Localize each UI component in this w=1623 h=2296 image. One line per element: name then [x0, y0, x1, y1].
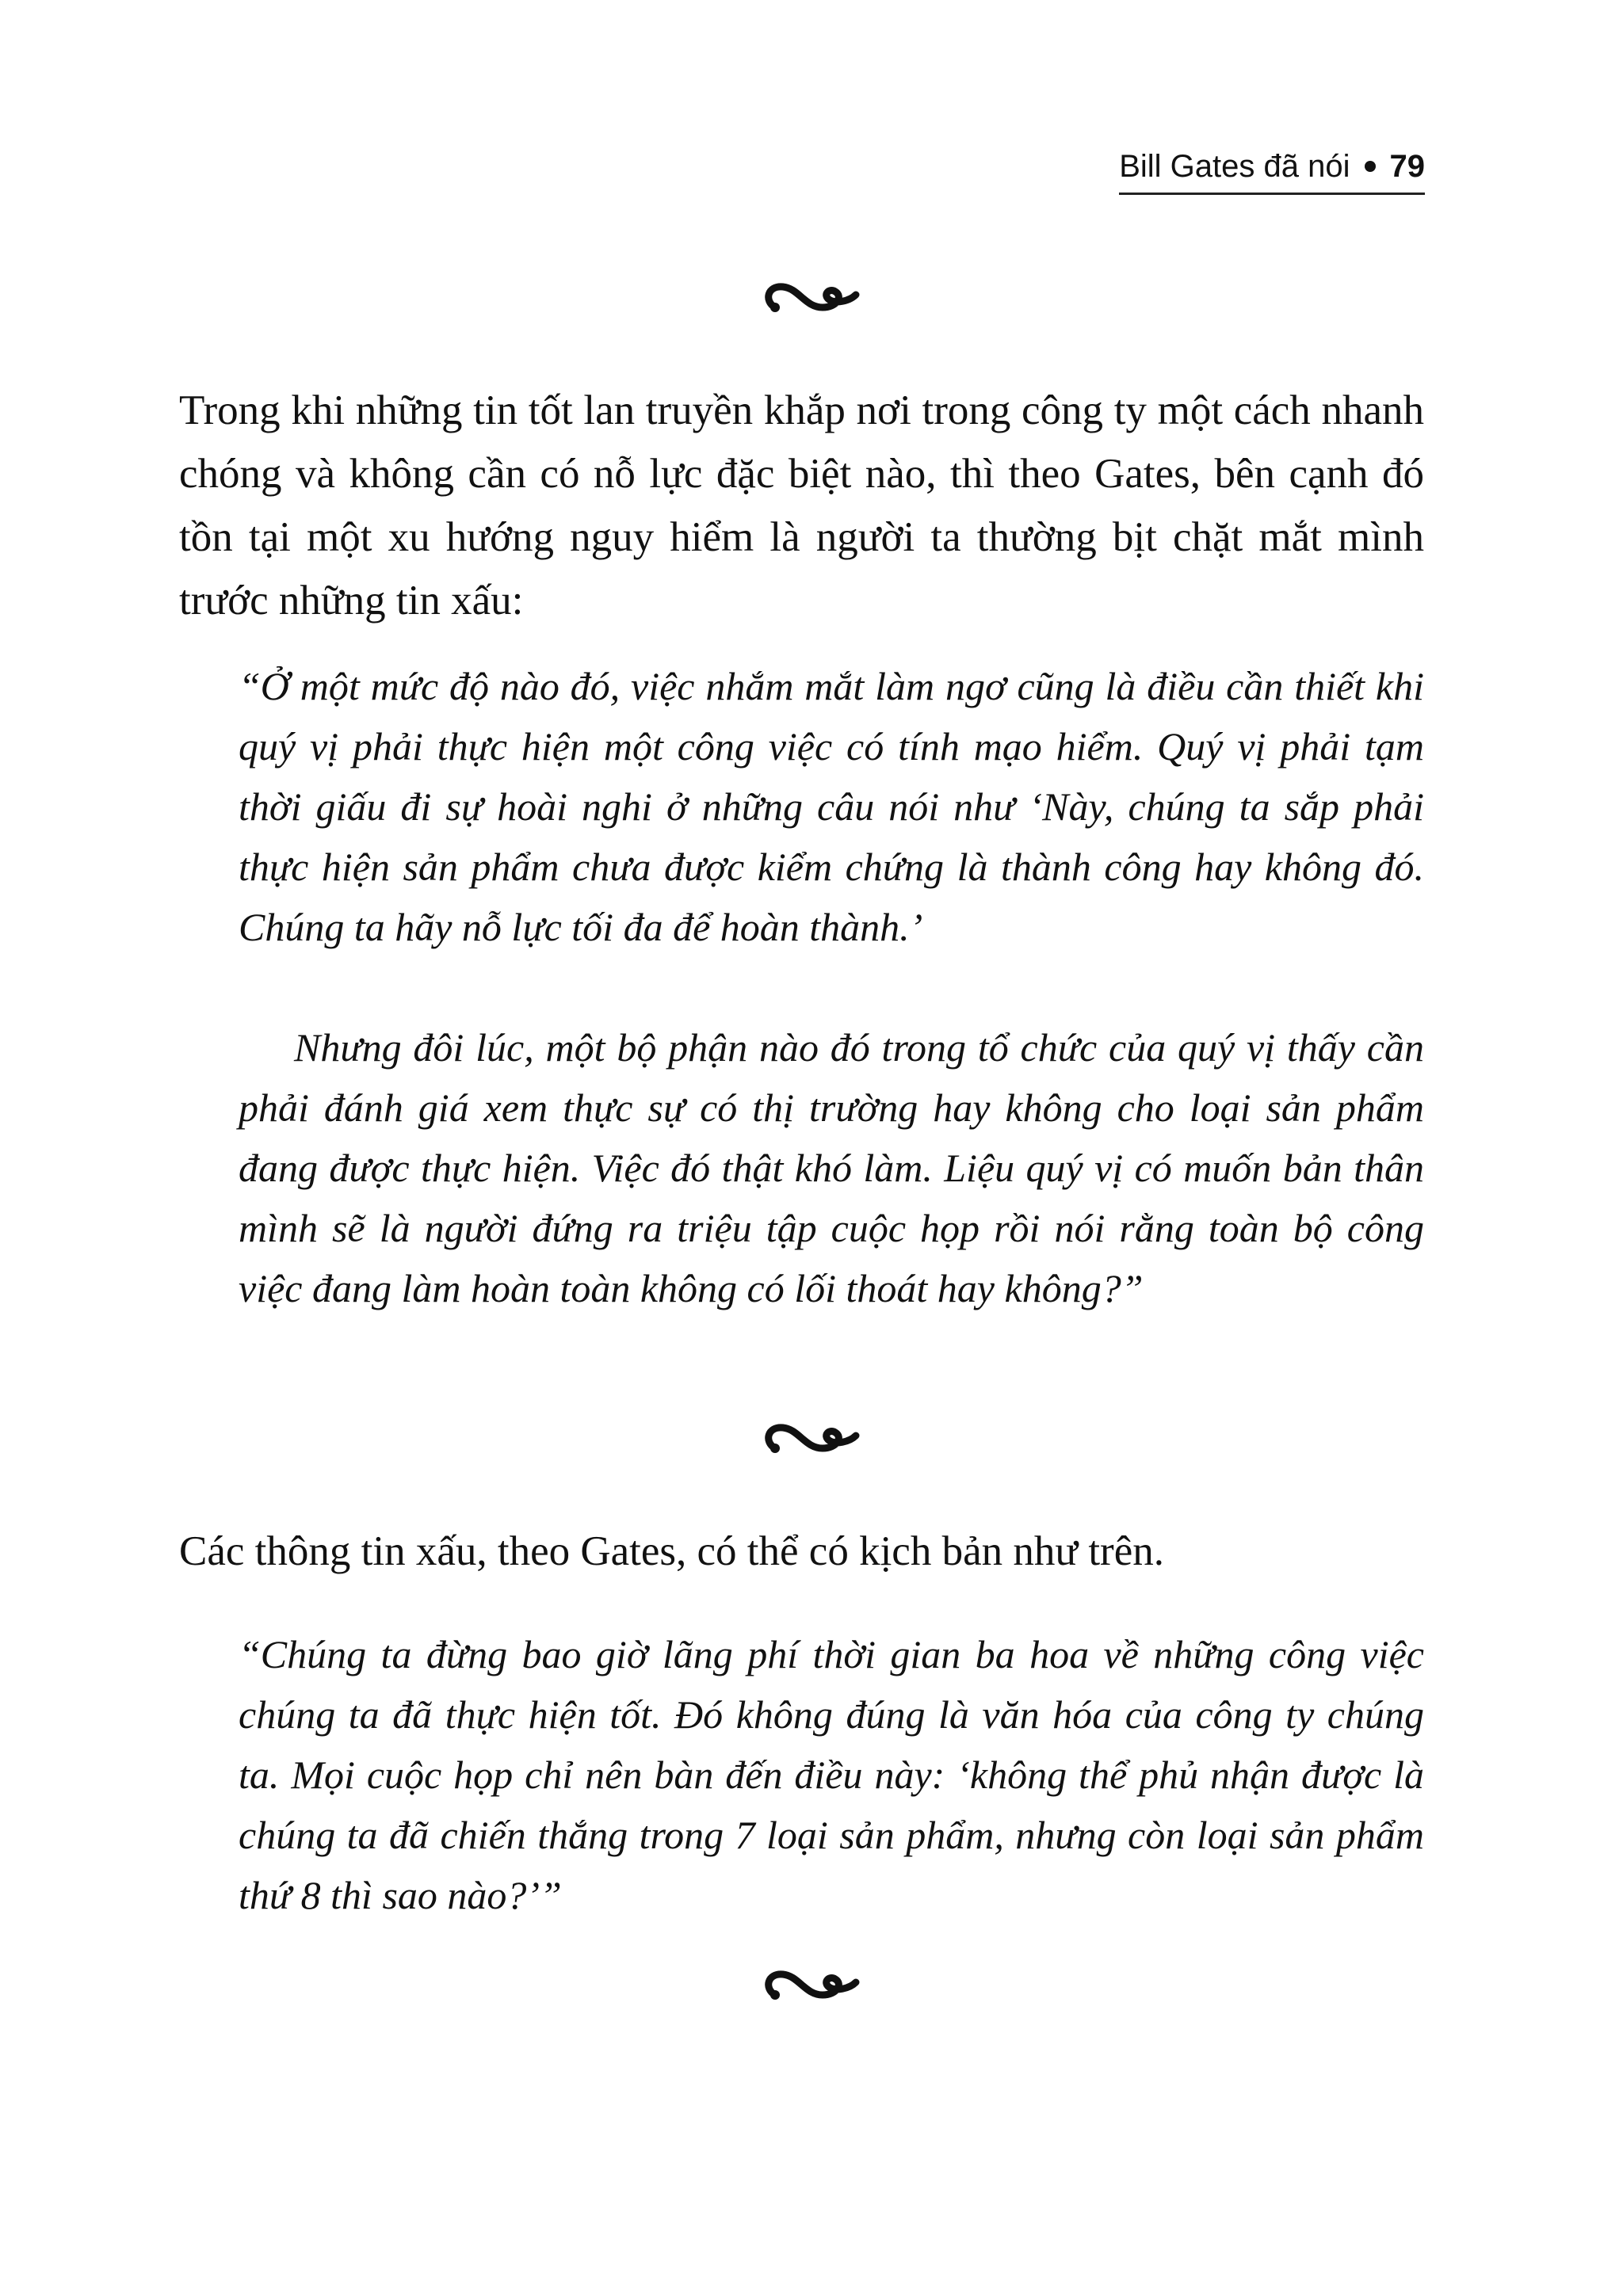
- swash-ornament-icon: [758, 1963, 865, 2008]
- page-number: 79: [1389, 149, 1425, 184]
- swash-ornament-icon: [758, 1417, 865, 1461]
- book-title: Bill Gates đã nói: [1119, 149, 1350, 184]
- running-header: [1119, 149, 1425, 195]
- quote-1-paragraph-1: “Ở một mức độ nào đó, việc nhắm mắt làm ngơ cũng là điều cần thiết khi quý vị phải thực hiện một công việc có tính mạo hiểm. Quý vị phải tạm thời giấu đi sự hoài nghi ở những câu nói như ‘Này, chúng ta sắp phải thực hiện sản phẩm chưa được kiểm chứng là thành công hay không đó. Chúng ta hãy nỗ lực tối đa để hoàn thành.’: [239, 664, 1424, 949]
- quote-1-paragraph-2: Nhưng đôi lúc, một bộ phận nào đó trong tổ chức của quý vị thấy cần phải đánh giá xem thực sự có thị trường hay không cho loại sản phẩm đang được thực hiện. Việc đó thật khó làm. Liệu quý vị có muốn bản thân mình sẽ là người đứng ra triệu tập cuộc họp rồi nói rằng toàn bộ công việc đang làm hoàn toàn không có lối thoát hay không?”: [239, 1025, 1424, 1310]
- quote-2-paragraph: “Chúng ta đừng bao giờ lãng phí thời gian ba hoa về những công việc chúng ta đã thực hiện tốt. Đó không đúng là văn hóa của công ty chúng ta. Mọi cuộc họp chỉ nên bàn đến điều này: ‘không thể phủ nhận được là chúng ta đã chiến thắng trong 7 loại sản phẩm, nhưng còn loại sản phẩm thứ 8 thì sao nào?’”: [239, 1632, 1424, 1917]
- swash-ornament-icon: [758, 276, 865, 320]
- middle-paragraph: Các thông tin xấu, theo Gates, có thể có kịch bản như trên.: [179, 1528, 1164, 1574]
- intro-paragraph: Trong khi những tin tốt lan truyền khắp nơi trong công ty một cách nhanh chóng và không cần có nỗ lực đặc biệt nào, thì theo Gates, bên cạnh đó tồn tại một xu hướng nguy hiểm là người ta thường bịt chặt mắt mình trước những tin xấu:: [179, 387, 1424, 624]
- bullet-icon: [1365, 161, 1376, 172]
